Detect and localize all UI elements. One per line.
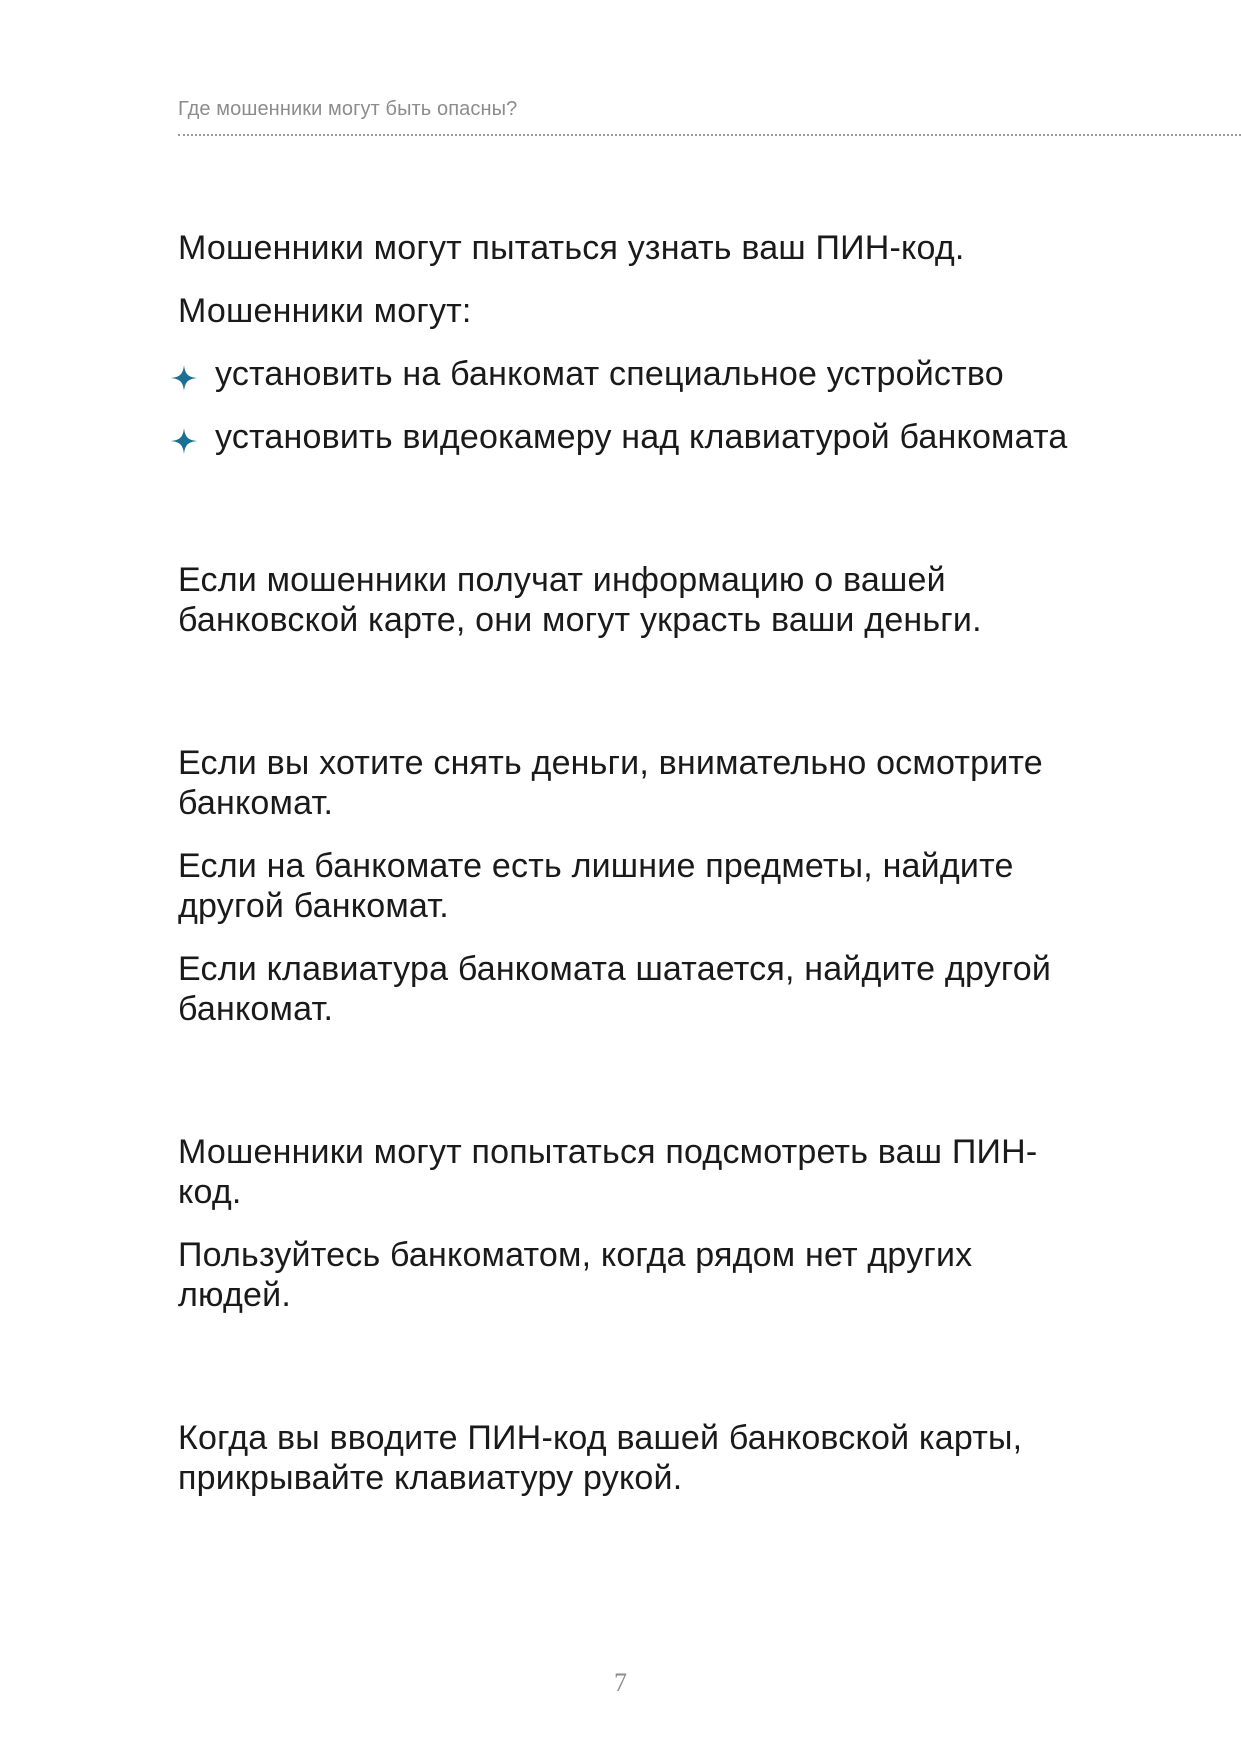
list-item (178, 417, 1078, 457)
paragraph-use-alone: Пользуйтесь банкоматом, когда рядом нет других людей. (178, 1236, 973, 1314)
paragraph-inspect-atm: Если вы хотите снять деньги, внимательно осмотрите банкомат. (178, 744, 1043, 822)
four-point-star-icon (170, 364, 198, 392)
paragraph-peeking-risk: Мошенники могут попытаться подсмотреть ваш ПИН-код. (178, 1133, 1038, 1211)
page-content (178, 228, 1078, 1498)
header-divider (178, 134, 1241, 136)
paragraph-card-info-risk: Если мошенники получат информацию о вашей банковской карте, они могут украсть ваши деньги. (178, 561, 982, 639)
running-header: Где мошенники могут быть опасны? (178, 98, 518, 120)
paragraph-extra-objects: Если на банкомате есть лишние предметы, найдите другой банкомат. (178, 847, 1014, 925)
paragraph-cover-keypad: Когда вы вводите ПИН-код вашей банковской карты, прикрывайте клавиатуру рукой. (178, 1419, 1023, 1497)
list-item-text: установить на банкомат специальное устройство (215, 355, 1004, 393)
paragraph-pin-risk: Мошенники могут пытаться узнать ваш ПИН-код. (178, 229, 965, 267)
bullet-list (178, 354, 1078, 457)
list-item-text: установить видеокамеру над клавиатурой банкомата (215, 418, 1068, 456)
paragraph-loose-keypad: Если клавиатура банкомата шатается, найдите другой банкомат. (178, 950, 1052, 1028)
page-number: 7 (614, 1668, 627, 1697)
list-item (178, 354, 1078, 394)
paragraph-fraudsters-can: Мошенники могут: (178, 292, 472, 330)
four-point-star-icon (170, 427, 198, 455)
